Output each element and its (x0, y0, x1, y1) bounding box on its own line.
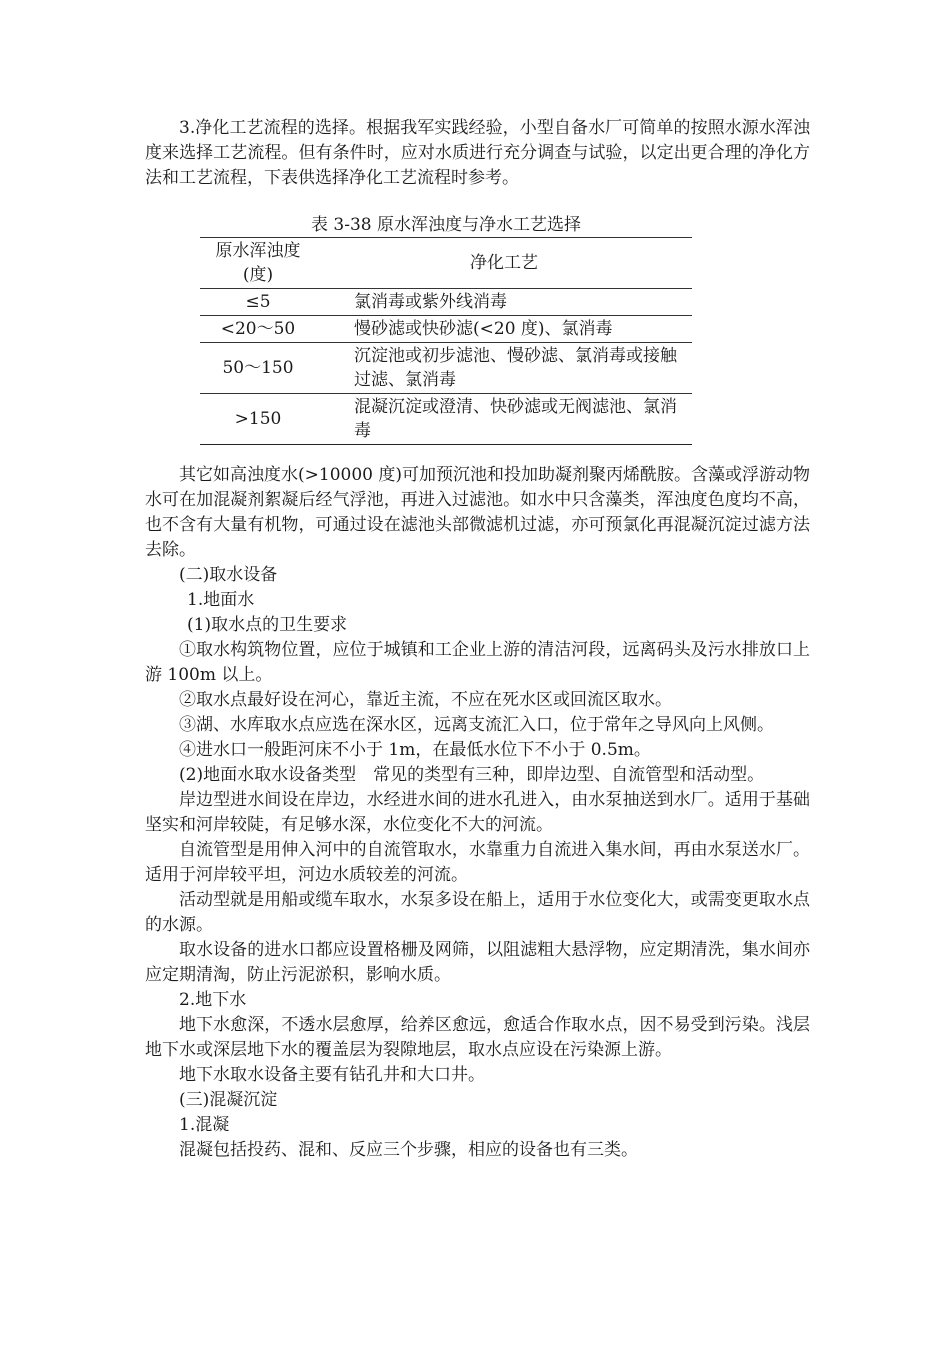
subsection-heading: 2.地下水 (179, 990, 247, 1010)
paragraph: 自流管型是用伸入河中的自流管取水，水靠重力自流进入集水间，再由水泵送水厂。适用于河岸较平坦，河边水质较差的河流。 (145, 840, 810, 885)
subsection-heading: 1.地面水 (187, 590, 255, 610)
paragraph: ①取水构筑物位置，应位于城镇和工企业上游的清洁河段，远离码头及污水排放口上游 100m 以上。 (145, 640, 810, 685)
section-heading: (三)混凝沉淀 (179, 1090, 278, 1110)
table-row (200, 394, 692, 445)
intro-paragraph: 3.净化工艺流程的选择。根据我军实践经验，小型自备水厂可简单的按照水源水浑浊度来选择工艺流程。但有条件时，应对水质进行充分调查与试验，以定出更合理的净化方法和工艺流程，下表供选择净化工艺流程时参考。 (145, 118, 810, 188)
paragraph: 地下水愈深，不透水层愈厚，给养区愈远，愈适合作取水点，因不易受到污染。浅层地下水或深层地下水的覆盖层为裂隙地层，取水点应设在污染源上游。 (145, 1015, 810, 1060)
header-turbidity-text: 原水浑浊度(度) (215, 241, 301, 285)
item-heading: (1)取水点的卫生要求 (187, 615, 348, 635)
cell-turbidity: 50～150 (222, 358, 294, 378)
section-heading: (二)取水设备 (179, 565, 278, 585)
table-caption: 表 3-38 原水浑浊度与净水工艺选择 (311, 215, 581, 235)
body-text (145, 563, 810, 1163)
subsection-heading: 1.混凝 (179, 1115, 230, 1135)
paragraph: 混凝包括投药、混和、反应三个步骤，相应的设备也有三类。 (179, 1140, 638, 1160)
paragraph: 取水设备的进水口都应设置格栅及网筛，以阻滤粗大悬浮物，应定期清洗，集水间亦应定期清淘，防止污泥淤积，影响水质。 (145, 940, 810, 985)
paragraph: 地下水取水设备主要有钻孔井和大口井。 (179, 1065, 485, 1085)
paragraph: 活动型就是用船或缆车取水，水泵多设在船上，适用于水位变化大，或需变更取水点的水源。 (145, 890, 810, 935)
paragraph-high-turbidity: 其它如高浊度水(>10000 度)可加预沉池和投加助凝剂聚丙烯酰胺。含藻或浮游动物水可在加混凝剂絮凝后经气浮池，再进入过滤池。如水中只含藻类，浑浊度色度均不高，也不含有大量有机物，可通过设在滤池头部微滤机过滤，亦可预氯化再混凝沉淀过滤方法去除。 (145, 465, 810, 560)
turbidity-process-table (200, 237, 692, 445)
table-row (200, 343, 692, 394)
paragraph: 岸边型进水间设在岸边，水经进水间的进水孔进入，由水泵抽送到水厂。适用于基础坚实和河岸较陡，有足够水深，水位变化不大的河流。 (145, 790, 810, 835)
cell-process: 氯消毒或紫外线消毒 (354, 292, 507, 312)
cell-turbidity: >150 (234, 409, 282, 429)
table-header-row (200, 238, 692, 289)
cell-process: 慢砂滤或快砂滤(<20 度)、氯消毒 (354, 319, 613, 339)
header-process: 净化工艺 (470, 253, 538, 273)
paragraph: ④进水口一般距河床不小于 1m，在最低水位下不小于 0.5m。 (179, 740, 651, 760)
paragraph: (2)地面水取水设备类型 常见的类型有三种，即岸边型、自流管型和活动型。 (179, 765, 765, 785)
header-turbidity (200, 238, 316, 289)
cell-turbidity: <20～50 (220, 319, 296, 339)
cell-process: 沉淀池或初步滤池、慢砂滤、氯消毒或接触过滤、氯消毒 (354, 346, 677, 390)
paragraph: ③湖、水库取水点应选在深水区，远离支流汇入口，位于常年之导风向上风侧。 (179, 715, 774, 735)
paragraph: ②取水点最好设在河心，靠近主流，不应在死水区或回流区取水。 (179, 690, 672, 710)
table-row (200, 316, 692, 343)
cell-process: 混凝沉淀或澄清、快砂滤或无阀滤池、氯消毒 (354, 397, 677, 441)
cell-turbidity: ≤5 (245, 292, 271, 312)
table-row (200, 289, 692, 316)
